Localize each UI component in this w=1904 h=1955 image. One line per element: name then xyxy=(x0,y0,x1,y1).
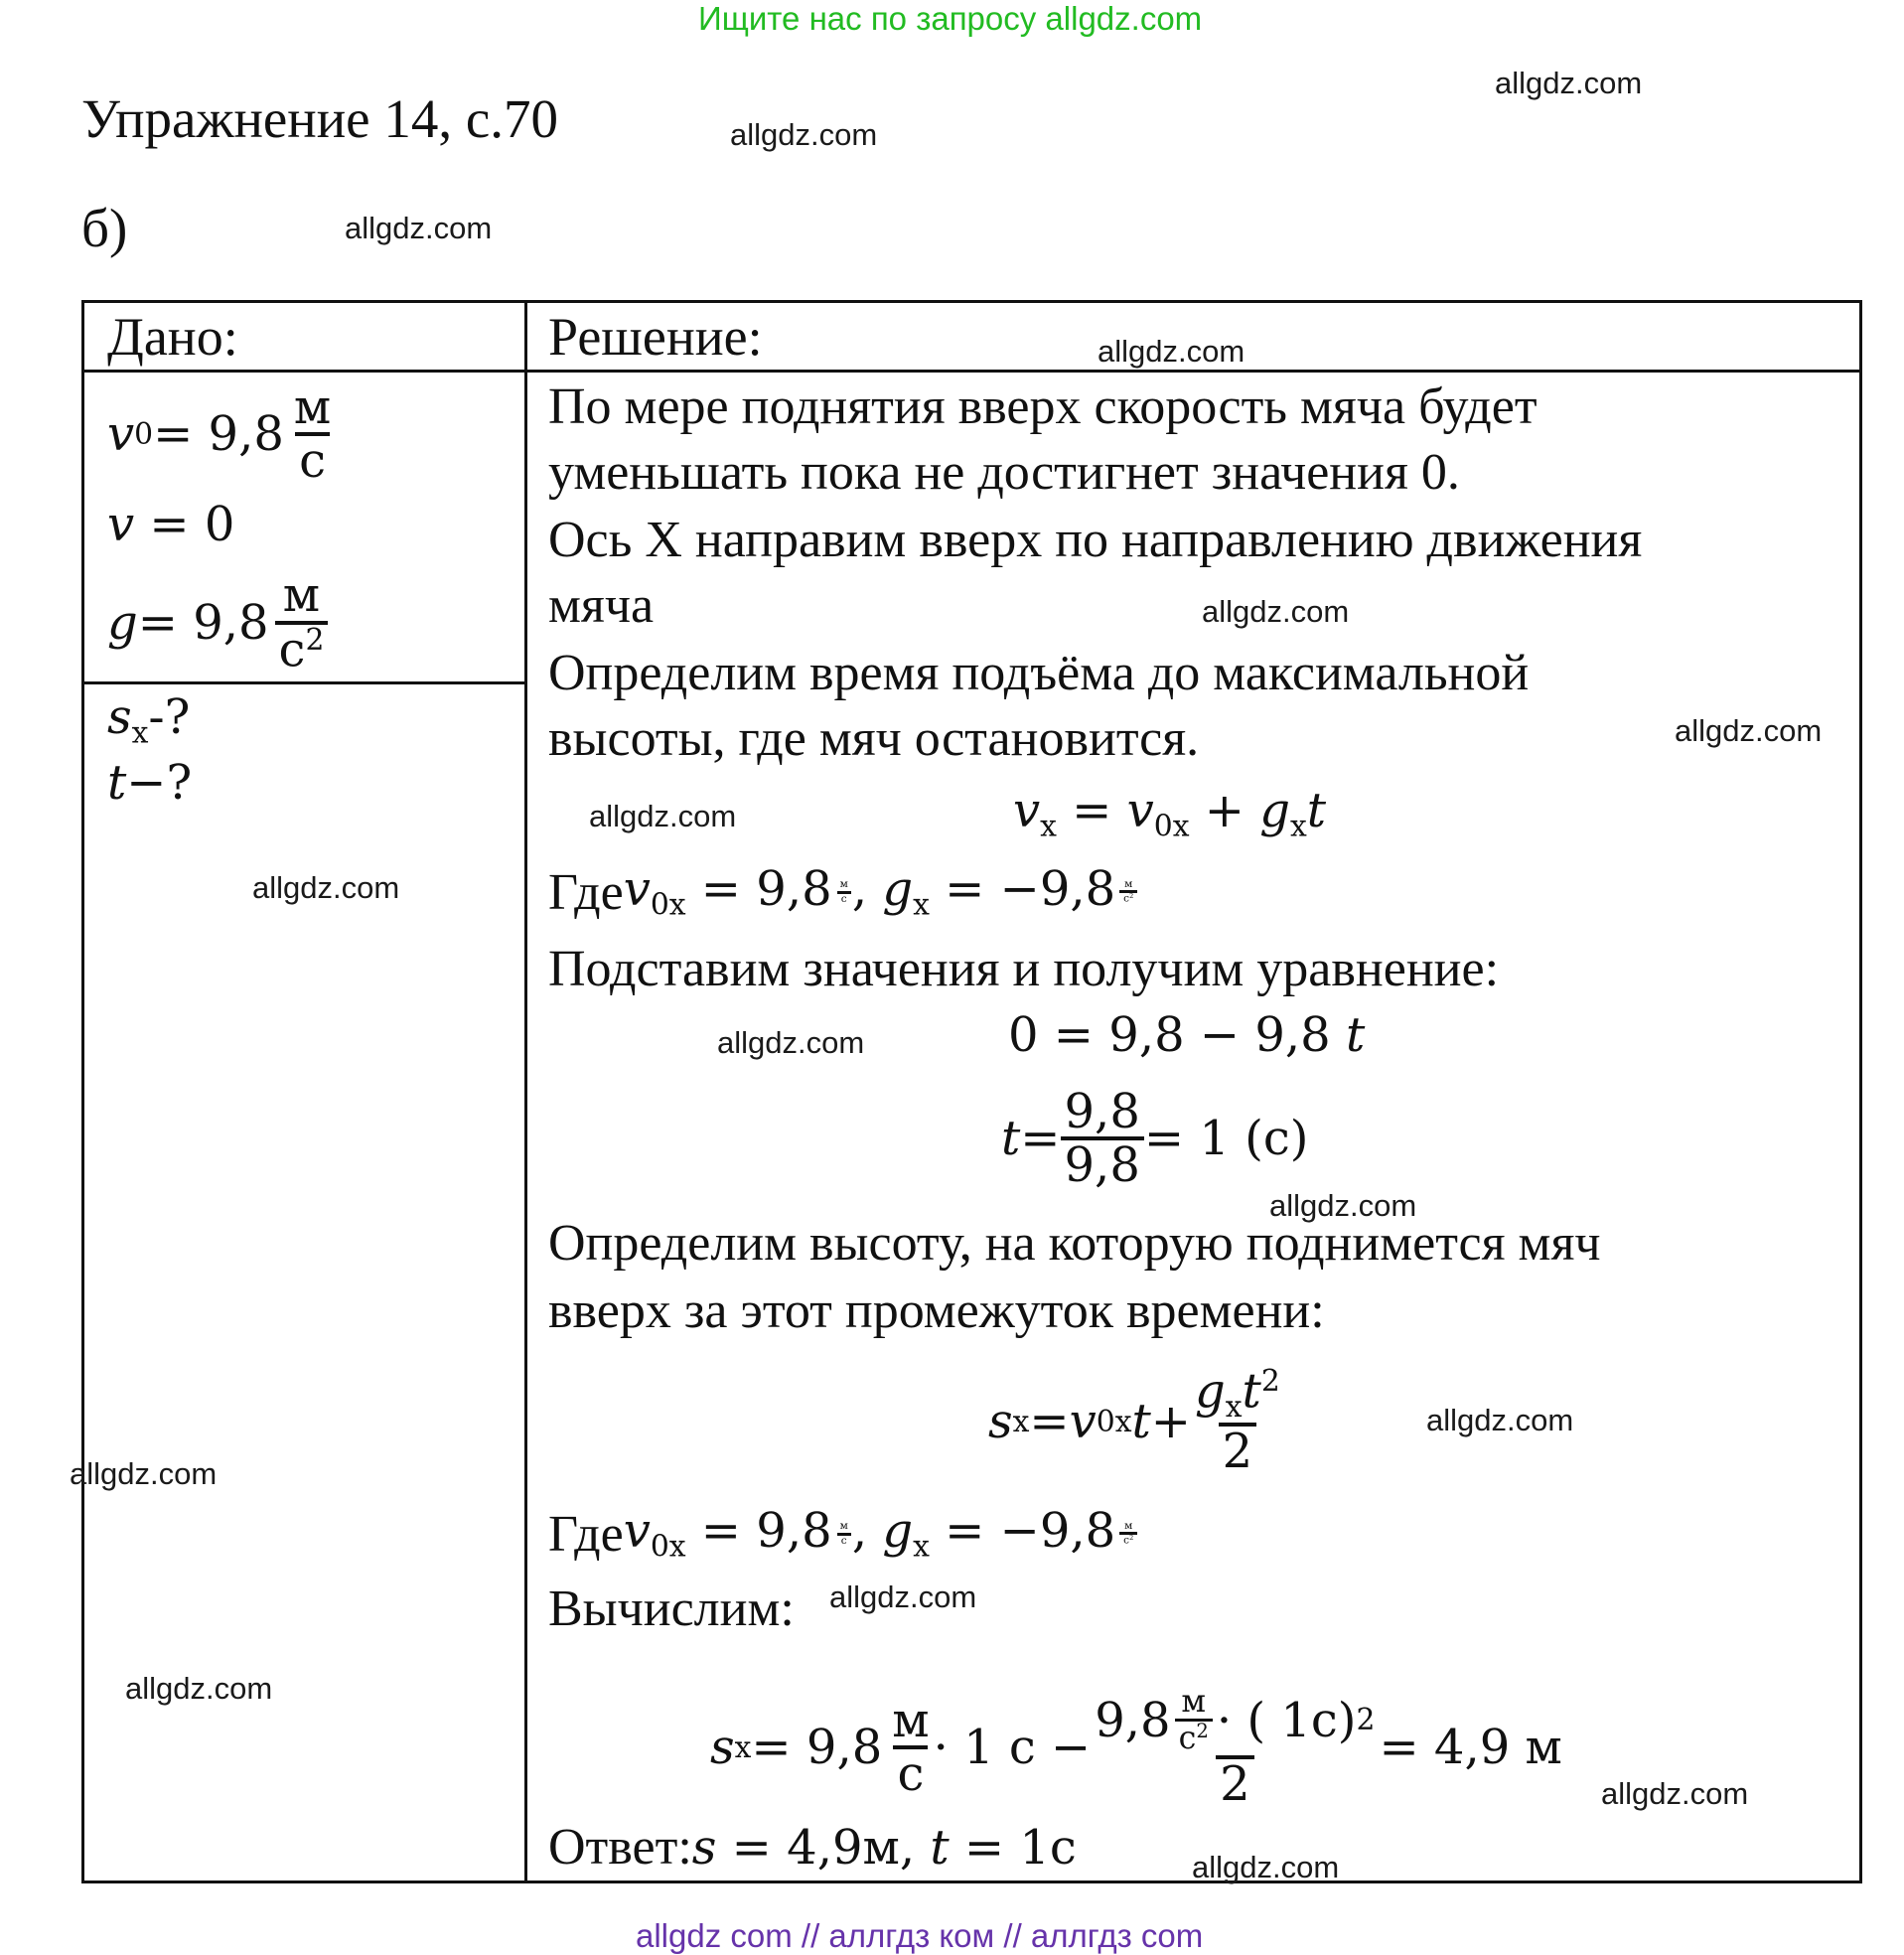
zero-equation: 0 = 9,8 − 9,8 t xyxy=(1008,1007,1366,1063)
watermark: allgdz.com xyxy=(829,1579,977,1614)
where-line-1: Где $v_{0x} = 9,8$ $\frac{м}{с}$ , $g_x = -9,8$ $\frac{м}{с^2}$ xyxy=(548,844,1137,940)
watermark: allgdz.com xyxy=(1192,1850,1340,1884)
watermark: allgdz.com xyxy=(717,1025,865,1060)
solution-text-2: уменьшать пока не достигнет значения 0. xyxy=(548,444,1460,501)
solution-text-7: Определим высоту, на которую поднимется мяч xyxy=(548,1215,1601,1272)
find-t: t−? xyxy=(107,755,193,811)
watermark: allgdz.com xyxy=(1675,713,1823,748)
given-header: Дано: xyxy=(107,307,238,367)
part-label: б) xyxy=(81,198,128,258)
watermark: allgdz.com xyxy=(252,870,400,905)
table-header-divider xyxy=(81,370,1862,373)
table-column-divider xyxy=(524,300,527,1883)
given-v0: v 0 = 9,8 $\frac{м}{с}$ xyxy=(107,378,332,489)
watermark: allgdz.com xyxy=(1098,334,1245,369)
calculation-equation: s x = 9,8 $\frac{м}{с}$ · 1 с − 9,8 $\frac{м}{с^2}$ · ( 1с) 2 2 = 4,9 м xyxy=(710,1683,1562,1812)
watermark: allgdz.com xyxy=(1426,1403,1574,1437)
table-left-border xyxy=(81,300,84,1883)
watermark: allgdz.com xyxy=(730,117,878,152)
substitute-text: Подставим значения и получим уравнение: xyxy=(548,941,1500,997)
table-bottom-border xyxy=(81,1880,1862,1883)
solution-text-1: По мере поднятия вверх скорость мяча будет xyxy=(548,378,1538,435)
table-right-border xyxy=(1859,300,1862,1883)
site-footer: allgdz com // аллгдз ком // аллгдз com xyxy=(636,1917,1204,1954)
watermark: allgdz.com xyxy=(70,1456,218,1491)
given-v: v = 0 xyxy=(107,497,235,552)
site-banner: Ищите нас по запросу allgdz.com xyxy=(698,0,1203,37)
solution-text-3: Ось X направим вверх по направлению движения xyxy=(548,512,1643,568)
displacement-equation: s x = v 0x t + $\frac{g_xt^2}{2}$ xyxy=(988,1363,1280,1480)
solution-text-8: вверх за этот промежуток времени: xyxy=(548,1282,1325,1339)
solution-header: Решение: xyxy=(548,307,763,367)
find-s: $s_x-$? xyxy=(107,689,191,751)
solution-text-6: высоты, где мяч остановится. xyxy=(548,710,1200,767)
calculate-label: Вычислим: xyxy=(548,1580,795,1637)
time-equation: t = $\frac{9,8}{9,8}$ = 1 (с) xyxy=(1001,1083,1309,1193)
answer-line: Ответ:s = 4,9м, t = 1с xyxy=(548,1819,1077,1876)
where-line-2: Где $v_{0x} = 9,8$ $\frac{м}{с}$ , $g_x = -9,8$ $\frac{м}{с^2}$ xyxy=(548,1486,1137,1581)
watermark: allgdz.com xyxy=(125,1671,273,1706)
watermark: allgdz.com xyxy=(1202,594,1350,629)
watermark: allgdz.com xyxy=(345,211,493,245)
velocity-equation: $v_x = v_{0x} + g_xt$ xyxy=(1013,783,1327,844)
watermark: allgdz.com xyxy=(1495,66,1643,100)
given-g: g = 9,8 $\frac{м}{с^2}$ xyxy=(107,558,328,687)
solution-text-5: Определим время подъёма до максимальной xyxy=(548,645,1530,701)
watermark: allgdz.com xyxy=(589,799,737,833)
solution-text-4: мяча xyxy=(548,577,655,634)
exercise-title: Упражнение 14, с.70 xyxy=(81,88,558,149)
table-top-border xyxy=(81,300,1862,303)
watermark: allgdz.com xyxy=(1269,1188,1417,1223)
watermark: allgdz.com xyxy=(1601,1776,1749,1811)
